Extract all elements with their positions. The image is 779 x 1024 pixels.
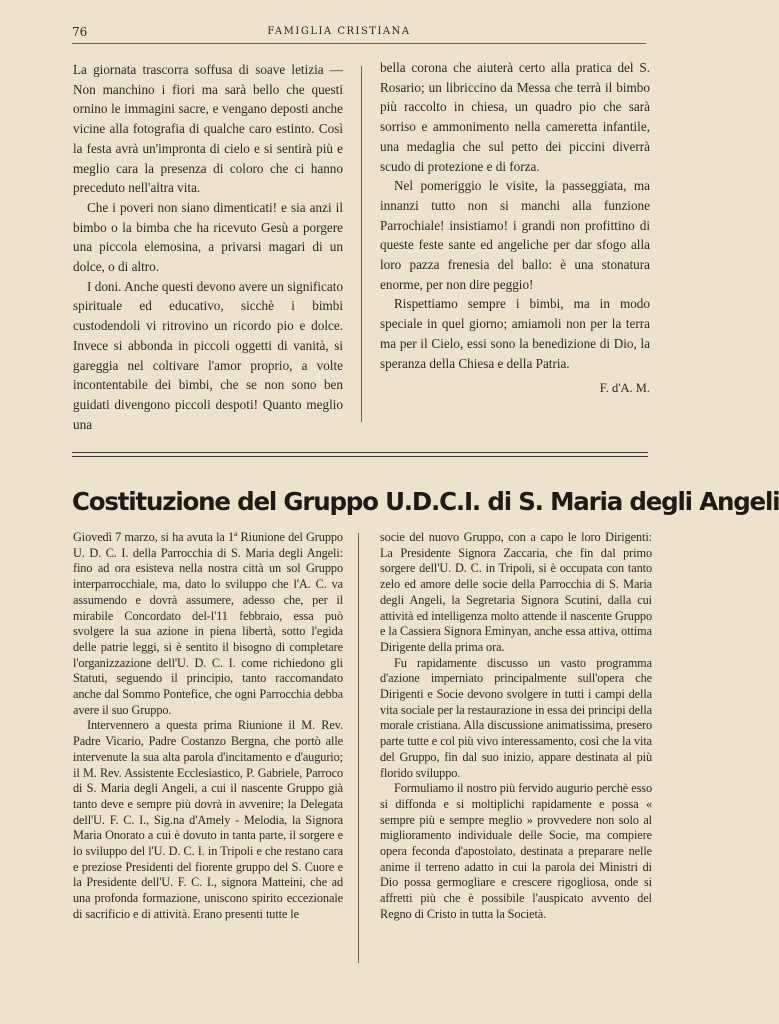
article1-paragraph: bella corona che aiuterà certo alla pratica del S. Rosario; un libriccino da Messa che terrà il bimbo più raccolto in chiesa, un quadro pio che sarà sorriso e ammonimento nella cameretta infantile, una medaglia che sul petto dei piccini diverrà scudo di protezione e di forza. bbox=[380, 60, 650, 174]
article1-paragraph: La giornata trascorra soffusa di soave letizia — Non manchino i fiori ma sarà bello che questi ornino le immagini sacre, e vengano deposti anche vicine alla fotografia di qualche caro estinto. Così la festa avrà un'impronta di cielo e si sentirà più e meglio cara la presenza di coloro che ci hanno preceduto nell'altra vita. bbox=[73, 62, 343, 196]
running-title: FAMIGLIA CRISTIANA bbox=[267, 26, 411, 37]
article1-signature: F. d'A. M. bbox=[599, 381, 650, 396]
header-rule bbox=[72, 43, 646, 44]
section-rule-top bbox=[72, 452, 648, 453]
article2-paragraph: Formuliamo il nostro più fervido augurio perchè esso si diffonda e si moltiplichi rapidamente e possa « sempre più e sempre meglio » provvedere non solo al miglioramento individuale delle Socie, ma compiere opera feconda d'apostolato, destinata a preparare nelle anime il terreno adatto in cui la parola dei Ministri di Dio possa germogliare e crescere rigogliosa, onde si affretti più che è possibile l'auspicato avvento del Regno di Cristo in tutta la Società. bbox=[380, 781, 652, 921]
article1-paragraph: Che i poveri non siano dimenticati! e sia anzi il bimbo o la bimba che ha ricevuto Gesù a porgere una piccola elemosina, a privarsi magari di un dolce, o di altro. bbox=[73, 199, 343, 275]
article1-column-left bbox=[73, 60, 343, 434]
article2-column-right bbox=[380, 530, 652, 923]
article2-column-left bbox=[73, 530, 343, 923]
article2-paragraph: Giovedì 7 marzo, si ha avuta la 1ª Riunione del Gruppo U. D. C. I. della Parrocchia di S. Maria degli Angeli: fino ad ora esisteva nella nostra città un sol Gruppo interparrocchiale, ma, dato lo sviluppo che l'A. C. va assumendo e dovrà assumere, adesso che, per il mirabile Concordato del-l'11 febbraio, essa può svolgere la sua azione in piena libertà, sotto l'egida delle patrie leggi, si è sentito il bisogno di completare l'organizzazione dell'U. D. C. I. come richiedono gli Statuti, seguendo il principio, tanto raccomandato anche dal Sommo Pontefice, che ogni Parrocchia debba avere il suo Gruppo. bbox=[73, 530, 343, 717]
article1-paragraph: Rispettiamo sempre i bimbi, ma in modo speciale in quel giorno; amiamoli non per la terra ma per il Cielo, essi sono la benedizione di Dio, la speranza della Chiesa e della Patria. bbox=[380, 296, 650, 371]
article1-column-right bbox=[380, 58, 650, 399]
article2-paragraph: socie del nuovo Gruppo, con a capo le loro Dirigenti: La Presidente Signora Zaccaria, che fin dal primo sorgere dell'U. D. C. in Tripoli, si è occupata con tanto zelo ed amore delle socie della Parrocchia di S. Maria degli Angeli, la Segretaria Signora Scutini, dalla cui attività ed intelligenza molto attende il nascente Gruppo e la Cassiera Signora Eminyan, anche essa attiva, ottima Dirigente della prima ora. bbox=[380, 530, 652, 654]
column-divider bbox=[358, 533, 359, 963]
article1-paragraph: Nel pomeriggio le visite, la passeggiata, ma innanzi tutto non si manchi alla funzione Parrochiale! insistiamo! i grandi non profittino di queste feste sante ed angeliche per dar sfogo alla loro pazza frenesia del ballo: è una stonatura enorme, per non dire peggio! bbox=[380, 178, 650, 292]
column-divider bbox=[361, 66, 362, 422]
page-number: 76 bbox=[72, 25, 88, 39]
article2-paragraph: Fu rapidamente discusso un vasto programma d'azione imperniato principalmente sull'opera che Dirigenti e Socie devono svolgere in tutti i campi della vita sociale per la restaurazione in essa dei principi della morale cristiana. Alla discussione animatissima, presero parte tutte e col più vivo interessamento, così che la vita del Gruppo, fin dal suo inizio, appare destinata al più florido sviluppo. bbox=[380, 655, 652, 780]
section-rule-bottom bbox=[72, 456, 648, 457]
article2-paragraph: Intervennero a questa prima Riunione il M. Rev. Padre Vicario, Padre Costanzo Bergna, che portò alle intervenute la sua alta parola d'incitamento e d'augurio; il M. Rev. Assistente Ecclesiastico, P. Gabriele, Parroco di S. Maria degli Angeli, a cui il nascente Gruppo già tanto deve e sempre più dovrà in avvenire; la Delegata dell'U. F. C. I., Sig.na d'Amely - Melodia, la Signora Maria Onorato a cui è dovuto in tanta parte, il sorgere e lo sviluppo del l'U. D. C. I. in Tripoli e che restano cara e preziose Presidenti del fiorente gruppo del S. Cuore e la Presidente dell'U. F. C. I., signora Matteini, che ad una profonda formazione, uniscono spirito eccezionale di sacrificio e di attività. Erano presenti tutte le bbox=[73, 718, 343, 921]
article1-paragraph: I doni. Anche questi devono avere un significato spirituale ed educativo, sicchè i bimbi custodendoli vi ritrovino un ricordo pio e dolce. Invece si abbonda in piccoli oggetti di vanità, si gareggia nel coltivare l'amor proprio, a volte incontentabile dei bimbi, che se non sono ben guidati divengono piccoli despoti! Quanto meglio una bbox=[73, 278, 343, 432]
article2-headline: Costituzione del Gruppo U.D.C.I. di S. Maria degli Angeli bbox=[72, 487, 779, 516]
